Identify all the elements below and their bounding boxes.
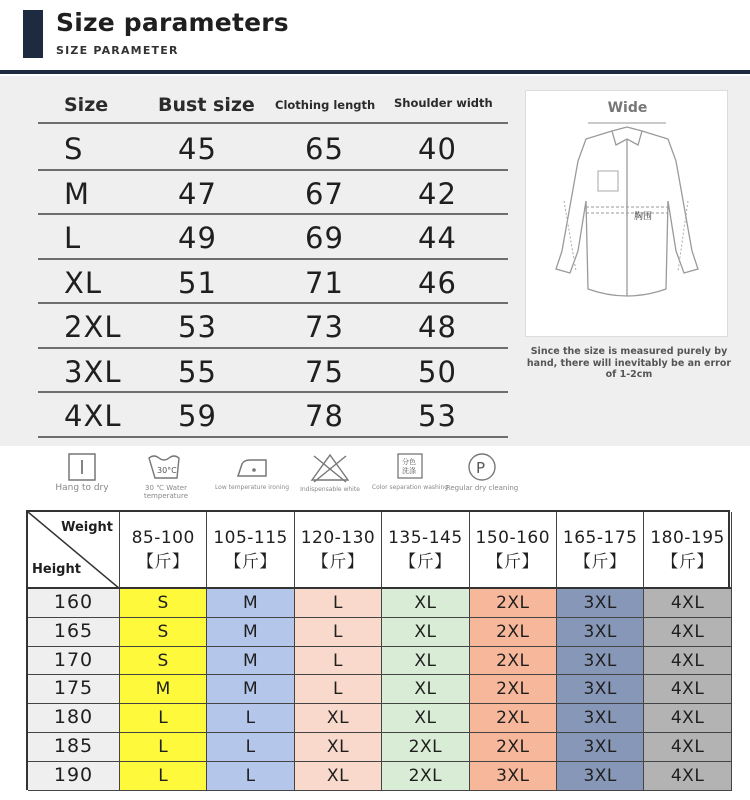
weight-range: 120-130: [300, 528, 376, 548]
weight-unit: 【斤】: [486, 552, 540, 572]
size-cell-size: 2XL: [64, 310, 122, 344]
size-recommendation: XL: [295, 733, 382, 762]
care-label: Low temperature ironing: [214, 484, 290, 491]
size-row: [38, 349, 508, 394]
size-cell-shoulder-width: 46: [418, 265, 457, 300]
size-row: [38, 171, 508, 216]
size-recommendation: L: [295, 647, 382, 676]
size-recommendation: 4XL: [644, 704, 731, 733]
size-recommendation: L: [207, 704, 294, 733]
size-cell-clothing-length: 78: [305, 399, 344, 433]
size-cell-clothing-length: 69: [305, 221, 344, 255]
size-cell-bust: 53: [178, 310, 217, 344]
size-cell-shoulder-width: 48: [418, 310, 457, 344]
size-row: [38, 126, 508, 171]
chest-label: 胸围: [634, 212, 653, 222]
size-cell-size: L: [64, 221, 82, 255]
care-label: Hang to dry: [55, 483, 109, 493]
height-value: 180: [28, 704, 120, 733]
size-row: [38, 215, 508, 260]
weight-header: [470, 512, 557, 589]
size-cell-shoulder-width: 42: [418, 176, 457, 211]
wide-label: Wide: [607, 100, 648, 116]
header-divider: [0, 70, 750, 74]
size-recommendation: 2XL: [470, 675, 557, 704]
size-recommendation: 2XL: [470, 618, 557, 647]
size-recommendation: 3XL: [557, 675, 644, 704]
iron-icon: [232, 452, 272, 482]
size-recommendation: M: [207, 647, 294, 676]
height-value: 175: [28, 675, 120, 704]
size-recommendation: S: [120, 618, 207, 647]
shirt-outline-icon: [526, 91, 729, 338]
care-label: Color separation washing: [371, 484, 449, 491]
size-cell-shoulder-width: 40: [418, 132, 457, 166]
weight-range: 105-115: [213, 528, 288, 548]
weight-range: 165-175: [562, 528, 638, 548]
weight-unit: 【斤】: [136, 552, 190, 572]
size-recommendation: 3XL: [557, 589, 644, 618]
no-bleach-icon: [309, 452, 351, 484]
size-table-header: [38, 90, 508, 124]
care-label: Indispensable white: [300, 486, 360, 493]
height-value: 190: [28, 762, 120, 791]
svg-text:30°C: 30°C: [157, 466, 177, 475]
svg-text:P: P: [476, 459, 486, 477]
size-parameters-panel: [0, 76, 750, 446]
size-recommendation: M: [207, 675, 294, 704]
weight-header: [557, 512, 644, 589]
size-cell-shoulder-width: 50: [418, 354, 457, 389]
size-row: [38, 393, 508, 438]
size-cell-clothing-length: 75: [305, 354, 344, 389]
size-cell-clothing-length: 71: [305, 265, 344, 300]
header: [0, 0, 750, 76]
height-value: 185: [28, 733, 120, 762]
weight-range: 150-160: [475, 528, 551, 548]
size-cell-clothing-length: 67: [305, 176, 344, 211]
size-recommendation: XL: [295, 762, 382, 791]
size-recommendation: S: [120, 647, 207, 676]
weight-unit: 【斤】: [661, 552, 714, 572]
size-row: [38, 260, 508, 305]
size-recommendation: 4XL: [644, 647, 731, 676]
weight-unit: 【斤】: [224, 552, 277, 572]
size-cell-clothing-length: 65: [305, 132, 344, 166]
size-recommendation: 2XL: [470, 704, 557, 733]
page-subtitle: SIZE PARAMETER: [56, 44, 179, 57]
size-cell-bust: 45: [178, 132, 217, 166]
weight-range: 180-195: [650, 528, 725, 548]
care-label: Regular dry cleaning: [445, 484, 519, 492]
svg-text:洗涤: 洗涤: [402, 467, 416, 475]
weight-unit: 【斤】: [573, 552, 627, 572]
weight-unit: 【斤】: [311, 552, 365, 572]
size-recommendation: M: [120, 675, 207, 704]
size-cell-shoulder-width: 44: [418, 221, 457, 255]
size-cell-bust: 59: [178, 399, 217, 433]
table-corner: [28, 512, 120, 589]
height-weight-table: [26, 510, 730, 790]
hang-dry-icon: [66, 452, 98, 482]
size-recommendation: XL: [382, 589, 469, 618]
size-cell-size: S: [64, 132, 84, 166]
size-recommendation: L: [120, 704, 207, 733]
measurement-note: Since the size is measured purely by hand, there will inevitably be an error of 1-2cm: [526, 346, 732, 380]
size-recommendation: L: [295, 618, 382, 647]
weight-header: [295, 512, 382, 589]
size-recommendation: 4XL: [644, 733, 731, 762]
care-item-hang-dry: [42, 452, 122, 492]
size-cell-size: 4XL: [64, 399, 122, 433]
weight-range: 135-145: [388, 528, 463, 548]
size-recommendation: 4XL: [644, 618, 731, 647]
header-bust: Bust size: [158, 94, 255, 116]
corner-height-label: Height: [32, 562, 81, 577]
size-recommendation: 3XL: [557, 733, 644, 762]
size-cell-size: 3XL: [64, 354, 122, 389]
shirt-diagram: [525, 90, 728, 337]
size-recommendation: 4XL: [644, 675, 731, 704]
size-recommendation: 3XL: [557, 762, 644, 791]
weight-header: [644, 512, 731, 589]
size-recommendation: 2XL: [382, 733, 469, 762]
size-cell-bust: 47: [178, 176, 217, 211]
header-accent-bar: [23, 10, 43, 58]
size-recommendation: M: [207, 589, 294, 618]
weight-header: [207, 512, 294, 589]
size-recommendation: M: [207, 618, 294, 647]
weight-unit: 【斤】: [399, 552, 452, 572]
size-recommendation: XL: [382, 704, 469, 733]
size-recommendation: XL: [382, 675, 469, 704]
size-cell-bust: 51: [178, 265, 217, 300]
dry-clean-icon: [464, 452, 500, 482]
size-recommendation: 4XL: [644, 589, 731, 618]
size-cell-clothing-length: 73: [305, 310, 344, 344]
size-row: [38, 304, 508, 349]
header-shoulder-width: Shoulder width: [394, 96, 493, 110]
size-recommendation: L: [120, 733, 207, 762]
care-instructions: [0, 446, 750, 506]
care-item-color-separation: [370, 452, 450, 492]
weight-header: [382, 512, 469, 589]
water-temp-icon: [146, 452, 186, 482]
weight-header: [120, 512, 207, 589]
page-title: Size parameters: [56, 8, 289, 37]
size-recommendation: L: [295, 589, 382, 618]
size-recommendation: 3XL: [557, 618, 644, 647]
size-cell-size: XL: [64, 265, 103, 300]
height-value: 170: [28, 647, 120, 676]
size-recommendation: 3XL: [470, 762, 557, 791]
care-item-no-bleach: [290, 452, 370, 494]
care-item-iron: [212, 452, 292, 492]
color-separation-icon: [394, 452, 426, 482]
size-recommendation: L: [120, 762, 207, 791]
size-recommendation: 2XL: [382, 762, 469, 791]
size-recommendation: XL: [295, 704, 382, 733]
size-recommendation: S: [120, 589, 207, 618]
size-cell-bust: 49: [178, 221, 217, 255]
size-cell-shoulder-width: 53: [418, 399, 457, 433]
corner-weight-label: Weight: [61, 520, 113, 535]
height-value: 165: [28, 618, 120, 647]
size-cell-bust: 55: [178, 354, 217, 389]
size-recommendation: XL: [382, 618, 469, 647]
header-size: Size: [64, 94, 109, 116]
care-item-dry-clean: [442, 452, 522, 492]
header-clothing-length: Clothing length: [275, 98, 376, 112]
size-recommendation: L: [207, 762, 294, 791]
svg-text:分色: 分色: [402, 458, 416, 466]
size-recommendation: 3XL: [557, 704, 644, 733]
size-cell-size: M: [64, 176, 91, 211]
care-label: 30 ℃ Water temperature: [144, 484, 188, 500]
size-recommendation: 4XL: [644, 762, 731, 791]
size-recommendation: 2XL: [470, 589, 557, 618]
size-recommendation: 2XL: [470, 647, 557, 676]
size-recommendation: 3XL: [557, 647, 644, 676]
size-recommendation: L: [207, 733, 294, 762]
size-recommendation: 2XL: [470, 733, 557, 762]
height-value: 160: [28, 589, 120, 618]
weight-range: 85-100: [131, 528, 195, 548]
care-item-water-temp: [126, 452, 206, 500]
size-recommendation: XL: [382, 647, 469, 676]
size-recommendation: L: [295, 675, 382, 704]
